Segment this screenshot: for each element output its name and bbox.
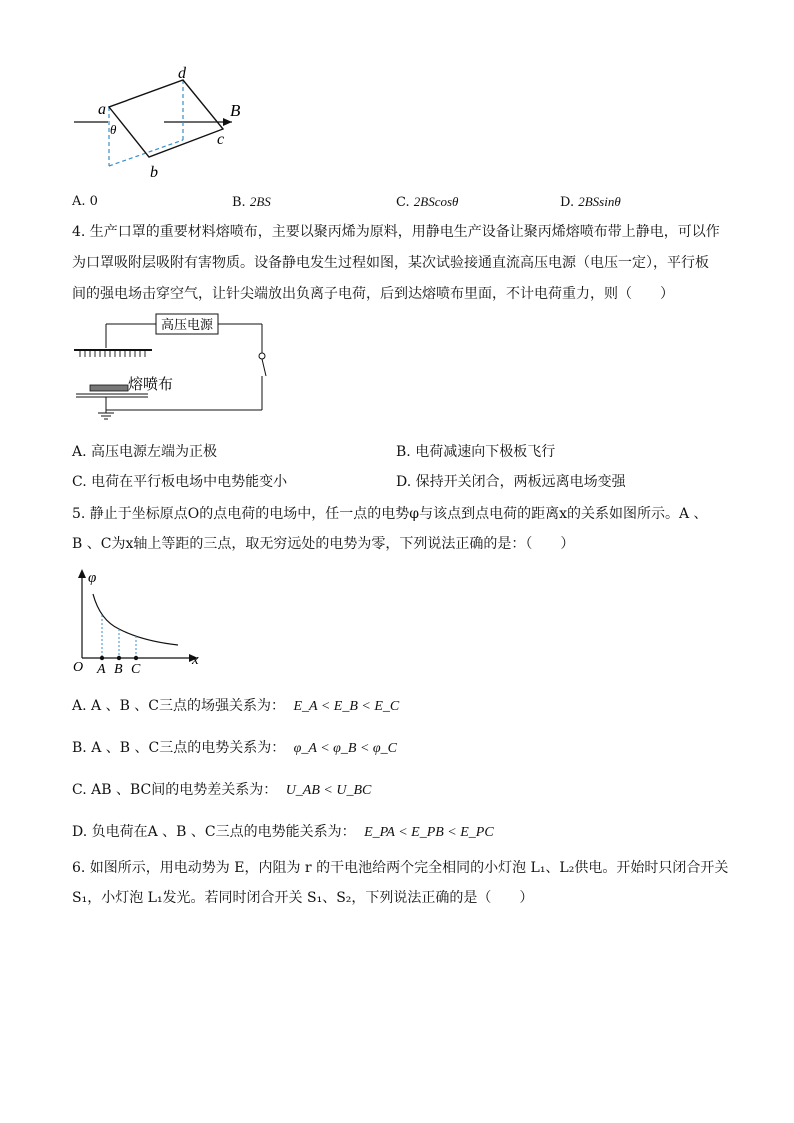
label-d: d xyxy=(178,65,186,82)
meltblown-cloth xyxy=(90,385,128,391)
label-a: a xyxy=(98,101,106,118)
q3-option-c: C. 2BScosθ xyxy=(396,194,459,210)
q5-option-c-expr: U_AB < U_BC xyxy=(285,783,372,798)
question-4-circuit-figure xyxy=(70,310,270,420)
q5-stem-line-2: B 、C为x轴上等距的三点，取无穷远处的电势为零，下列说法正确的是：（ ） xyxy=(72,536,575,552)
meltblown-cloth-label: 熔喷布 xyxy=(128,375,174,393)
origin-label-O: O xyxy=(73,660,84,675)
point-C-label: C xyxy=(131,662,141,677)
point-A-dot xyxy=(100,656,104,660)
q4-option-c: C. 电荷在平行板电场中电势能变小 xyxy=(72,474,288,490)
q4-option-b: B. 电荷减速向下极板飞行 xyxy=(396,444,556,460)
q5-option-d-expr: E_PA < E_PB < E_PC xyxy=(364,825,494,840)
q5-option-a-expr: E_A < E_B < E_C xyxy=(293,699,400,714)
question-5-potential-graph xyxy=(70,565,210,680)
q3-option-a: A. 0 xyxy=(72,194,98,209)
label-B-field: B xyxy=(230,101,241,120)
q5-option-d: D. 负电荷在A 、B 、C三点的电势能关系为： E_PA < E_PB < E_PC xyxy=(72,824,494,840)
question-3-figure xyxy=(60,60,260,185)
q4-stem-line-1: 4. 生产口罩的重要材料熔喷布，主要以聚丙烯为原料，用静电生产设备让聚丙烯熔喷布带上静电，可以作 xyxy=(72,224,720,240)
q3-option-d: D. 2BSsinθ xyxy=(560,194,621,210)
high-voltage-source-label: 高压电源 xyxy=(160,318,214,333)
point-B-dot xyxy=(117,656,121,660)
q5-option-b-expr: φ_A < φ_B < φ_C xyxy=(293,741,397,756)
label-b: b xyxy=(150,164,158,181)
q5-option-a: A. A 、B 、C三点的场强关系为： E_A < E_B < E_C xyxy=(72,698,400,714)
q4-option-a: A. 高压电源左端为正极 xyxy=(72,444,218,460)
q5-stem-line-1: 5. 静止于坐标原点O的点电荷的电场中，任一点的电势φ与该点到点电荷的距离x的关系如图所示。A 、 xyxy=(72,506,708,522)
point-B-label: B xyxy=(114,662,123,677)
q5-option-c: C. AB 、BC间的电势差关系为： U_AB < U_BC xyxy=(72,782,372,798)
q4-stem-line-2: 为口罩吸附层吸附有害物质。设备静电发生过程如图，某次试验接通直流高压电源（电压一定），平行板 xyxy=(72,255,709,271)
axis-label-phi: φ xyxy=(88,570,97,586)
point-C-dot xyxy=(134,656,138,660)
q4-stem-line-3: 间的强电场击穿空气，让针尖端放出负离子电荷，后到达熔喷布里面，不计电荷重力，则（ ） xyxy=(72,286,674,302)
q5-option-b: B. A 、B 、C三点的电势关系为： φ_A < φ_B < φ_C xyxy=(72,740,397,756)
label-theta: θ xyxy=(110,122,117,137)
q6-stem-line-1: 6. 如图所示，用电动势为 E，内阻为 r 的干电池给两个完全相同的小灯泡 L₁、L₂供电。开始时只闭合开关 xyxy=(72,860,729,876)
label-c: c xyxy=(217,131,225,148)
switch-contact xyxy=(259,353,265,359)
q4-option-d: D. 保持开关闭合，两板远离电场变强 xyxy=(396,474,626,490)
q6-stem-line-2: S₁，小灯泡 L₁发光。若同时闭合开关 S₁、S₂，下列说法正确的是（ ） xyxy=(72,890,534,906)
axis-label-x: x xyxy=(192,652,199,668)
point-A-label: A xyxy=(97,662,106,677)
q3-option-b: B. 2BS xyxy=(232,194,271,210)
